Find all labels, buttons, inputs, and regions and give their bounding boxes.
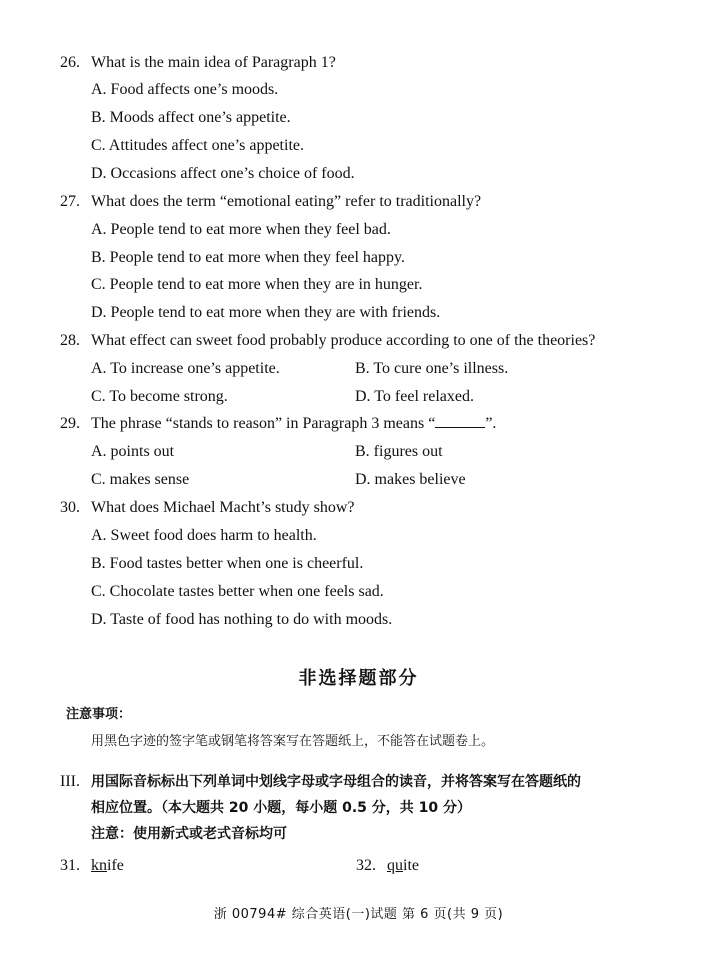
option-30-d: D. Taste of food has nothing to do with moods. — [91, 611, 393, 628]
notice-label: 注意事项： — [66, 707, 132, 722]
option-30-b: B. Food tastes better when one is cheerful. — [91, 555, 364, 572]
question-text: What does Michael Macht’s study show? — [91, 499, 355, 516]
option-26-d: D. Occasions affect one’s choice of food. — [91, 165, 355, 182]
section-title: 非选择题部分 — [298, 668, 419, 689]
option-30-a: A. Sweet food does harm to health. — [91, 527, 317, 544]
question-number: 26. — [60, 54, 80, 71]
answer-blank — [435, 415, 485, 428]
word-question-32 — [356, 856, 419, 876]
question-number: 32. — [356, 857, 376, 874]
option-28-c: C. To become strong. — [91, 388, 228, 405]
question-text-before: The phrase “stands to reason” in Paragraph 3 means “ — [91, 415, 436, 432]
option-30-c: C. Chocolate tastes better when one feels sad. — [91, 583, 384, 600]
part3-line1: 用国际音标标出下列单词中划线字母或字母组合的读音，并将答案写在答题纸的 — [91, 774, 581, 790]
option-29-c: C. makes sense — [91, 471, 190, 488]
word-question-31 — [60, 856, 124, 876]
page-footer: 浙 00794# 综合英语(一)试题 第 6 页(共 9 页) — [213, 907, 504, 922]
option-28-b: B. To cure one’s illness. — [355, 360, 509, 377]
question-number: 27. — [60, 193, 80, 210]
option-26-a: A. Food affects one’s moods. — [91, 81, 279, 98]
underlined-letters: qu — [387, 857, 403, 874]
question-text: What does the term “emotional eating” refer to traditionally? — [91, 193, 482, 210]
option-27-a: A. People tend to eat more when they feel bad. — [91, 221, 391, 238]
underlined-letters: kn — [91, 857, 107, 874]
question-30 — [60, 498, 355, 518]
option-29-a: A. points out — [91, 443, 175, 460]
part3-line3: 注意：使用新式或老式音标均可 — [91, 826, 287, 842]
option-27-d: D. People tend to eat more when they are with friends. — [91, 304, 441, 321]
question-number: 29. — [60, 415, 80, 432]
question-28 — [60, 331, 595, 351]
question-text-after: ”. — [485, 415, 497, 432]
notice-text: 用黑色字迹的签字笔或钢笔将答案写在答题纸上，不能答在试题卷上。 — [91, 734, 495, 749]
part3-instruction — [60, 771, 581, 791]
question-text: What effect can sweet food probably produce according to one of the theories? — [91, 332, 596, 349]
question-29 — [60, 414, 496, 434]
option-27-c: C. People tend to eat more when they are in hunger. — [91, 276, 423, 293]
option-28-a: A. To increase one’s appetite. — [91, 360, 280, 377]
option-26-b: B. Moods affect one’s appetite. — [91, 109, 291, 126]
question-26 — [60, 53, 336, 73]
question-number: 28. — [60, 332, 80, 349]
option-28-d: D. To feel relaxed. — [355, 388, 474, 405]
part3-line2: 相应位置。（本大题共 20 小题，每小题 0.5 分，共 10 分） — [91, 800, 472, 816]
question-number: 31. — [60, 857, 80, 874]
question-27 — [60, 192, 481, 212]
option-26-c: C. Attitudes affect one’s appetite. — [91, 137, 304, 154]
question-number: 30. — [60, 499, 80, 516]
option-29-b: B. figures out — [355, 443, 443, 460]
option-27-b: B. People tend to eat more when they feel happy. — [91, 249, 405, 266]
option-29-d: D. makes believe — [355, 471, 466, 488]
part-number: III. — [60, 773, 80, 790]
word-suffix: ife — [107, 857, 124, 874]
word-suffix: ite — [403, 857, 419, 874]
question-text: What is the main idea of Paragraph 1? — [91, 54, 336, 71]
